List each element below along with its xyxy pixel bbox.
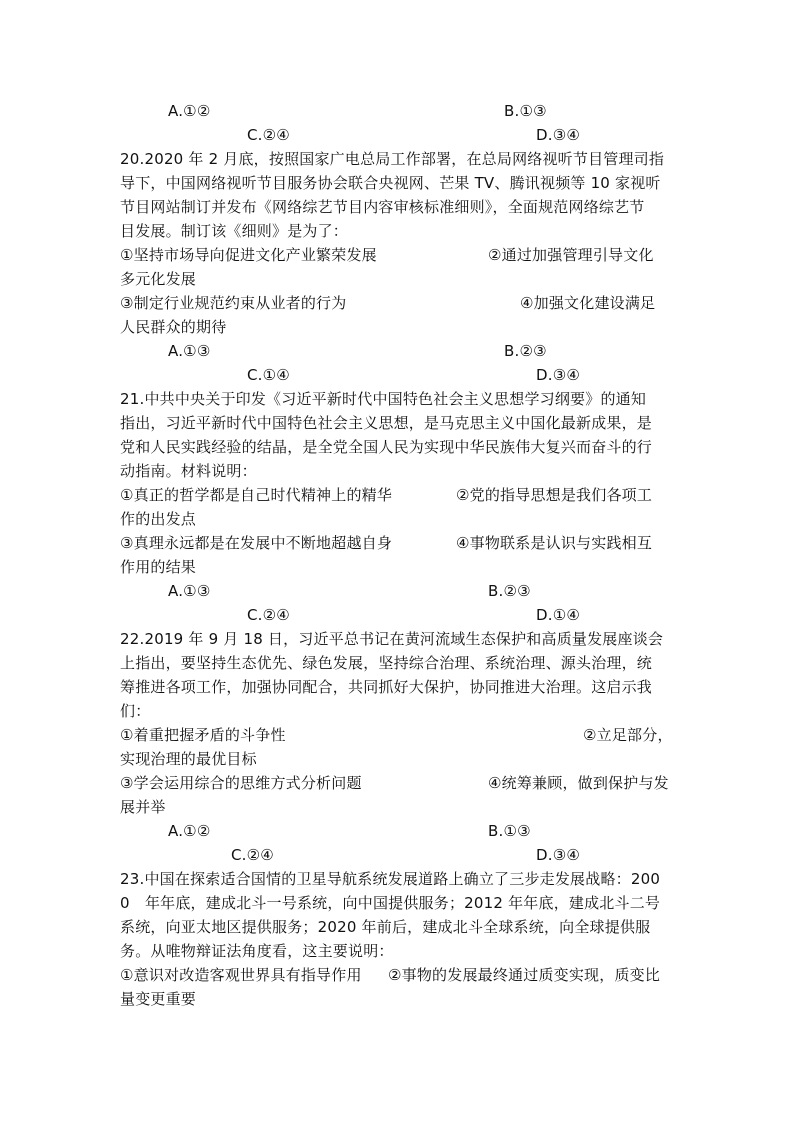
q22-item-1: ①着重把握矛盾的斗争性 bbox=[120, 726, 286, 744]
q22-option-a: A.①② bbox=[168, 822, 211, 840]
q19-option-b: B.①③ bbox=[504, 102, 547, 120]
q22-stem-line-2: 上指出，要坚持生态优先、绿色发展，坚持综合治理、系统治理、源头治理，统 bbox=[120, 654, 653, 672]
q23-stem-line-3: 系统，向亚太地区提供服务；2020 年前后，建成北斗全球系统，向全球提供服 bbox=[120, 918, 651, 936]
q23-stem-line-1: 23.中国在探索适合国情的卫星导航系统发展道路上确立了三步走发展战略：200 bbox=[120, 870, 661, 888]
q22-item-3: ③学会运用综合的思维方式分析问题 bbox=[120, 774, 362, 792]
q20-item-4: ④加强文化建设满足 bbox=[520, 294, 656, 312]
q23-item-2-cont: 量变更重要 bbox=[120, 990, 197, 1008]
q22-item-4: ④统筹兼顾，做到保护与发 bbox=[488, 774, 669, 792]
q21-option-b: B.②③ bbox=[488, 582, 531, 600]
q21-item-2: ②党的指导思想是我们各项工 bbox=[456, 486, 653, 504]
q22-item-2-cont: 实现治理的最优目标 bbox=[120, 750, 257, 768]
q21-item-2-cont: 作的出发点 bbox=[120, 510, 197, 528]
q21-item-1: ①真正的哲学都是自己时代精神上的精华 bbox=[120, 486, 393, 504]
q20-stem-line-2: 导下，中国网络视听节目服务协会联合央视网、芒果 TV、腾讯视频等 10 家视听 bbox=[120, 174, 661, 192]
q20-item-2-cont: 多元化发展 bbox=[120, 270, 197, 288]
q23-item-2: ②事物的发展最终通过质变实现，质变比 bbox=[388, 966, 661, 984]
q19-option-d: D.③④ bbox=[536, 126, 581, 144]
q20-option-b: B.②③ bbox=[504, 342, 547, 360]
q23-stem-line-4: 务。从唯物辩证法角度看，这主要说明： bbox=[120, 942, 394, 960]
q20-item-3: ③制定行业规范约束从业者的行为 bbox=[120, 294, 347, 312]
q20-option-a: A.①③ bbox=[168, 342, 211, 360]
q22-stem-line-4: 们： bbox=[120, 702, 151, 720]
q20-stem-line-4: 目发展。制订该《细则》是为了： bbox=[120, 222, 349, 240]
q20-stem-line-1: 20.2020 年 2 月底，按照国家广电总局工作部署，在总局网络视听节目管理司指 bbox=[120, 150, 665, 168]
q23-stem-line-2: 0 年年底，建成北斗一号系统，向中国提供服务；2012 年年底，建成北斗二号 bbox=[120, 894, 661, 912]
q20-option-d: D.③④ bbox=[536, 366, 581, 384]
q22-item-4-cont: 展并举 bbox=[120, 798, 166, 816]
q22-stem-line-3: 筹推进各项工作，加强协同配合，共同抓好大保护，协同推进大治理。这启示我 bbox=[120, 678, 653, 696]
q20-item-1: ①坚持市场导向促进文化产业繁荣发展 bbox=[120, 246, 377, 264]
q19-option-a: A.①② bbox=[168, 102, 211, 120]
q23-item-1: ①意识对改造客观世界具有指导作用 bbox=[120, 966, 362, 984]
q20-item-4-cont: 人民群众的期待 bbox=[120, 318, 227, 336]
q22-item-2: ②立足部分， bbox=[583, 726, 673, 744]
q22-option-c: C.②④ bbox=[231, 846, 274, 864]
q21-item-4: ④事物联系是认识与实践相互 bbox=[456, 534, 653, 552]
q21-option-c: C.②④ bbox=[247, 606, 290, 624]
q21-item-4-cont: 作用的结果 bbox=[120, 558, 197, 576]
q21-stem-line-2: 指出，习近平新时代中国特色社会主义思想，是马克思主义中国化最新成果，是 bbox=[120, 414, 653, 432]
q22-option-b: B.①③ bbox=[488, 822, 531, 840]
q21-stem-line-3: 党和人民实践经验的结晶，是全党全国人民为实现中华民族伟大复兴而奋斗的行 bbox=[120, 438, 653, 456]
q22-stem-line-1: 22.2019 年 9 月 18 日，习近平总书记在黄河流域生态保护和高质量发展座谈会 bbox=[120, 630, 664, 648]
q20-stem-line-3: 节目网站制订并发布《网络综艺节目内容审核标准细则》，全面规范网络综艺节 bbox=[120, 198, 645, 216]
q22-option-d: D.③④ bbox=[536, 846, 581, 864]
q21-item-3: ③真理永远都是在发展中不断地超越自身 bbox=[120, 534, 393, 552]
q19-option-c: C.②④ bbox=[247, 126, 290, 144]
q21-stem-line-4: 动指南。材料说明： bbox=[120, 462, 257, 480]
q21-stem-line-1: 21.中共中央关于印发《习近平新时代中国特色社会主义思想学习纲要》的通知 bbox=[120, 390, 647, 408]
q21-option-d: D.①④ bbox=[536, 606, 581, 624]
q21-option-a: A.①③ bbox=[168, 582, 211, 600]
q20-option-c: C.①④ bbox=[247, 366, 290, 384]
q20-item-2: ②通过加强管理引导文化 bbox=[488, 246, 654, 264]
